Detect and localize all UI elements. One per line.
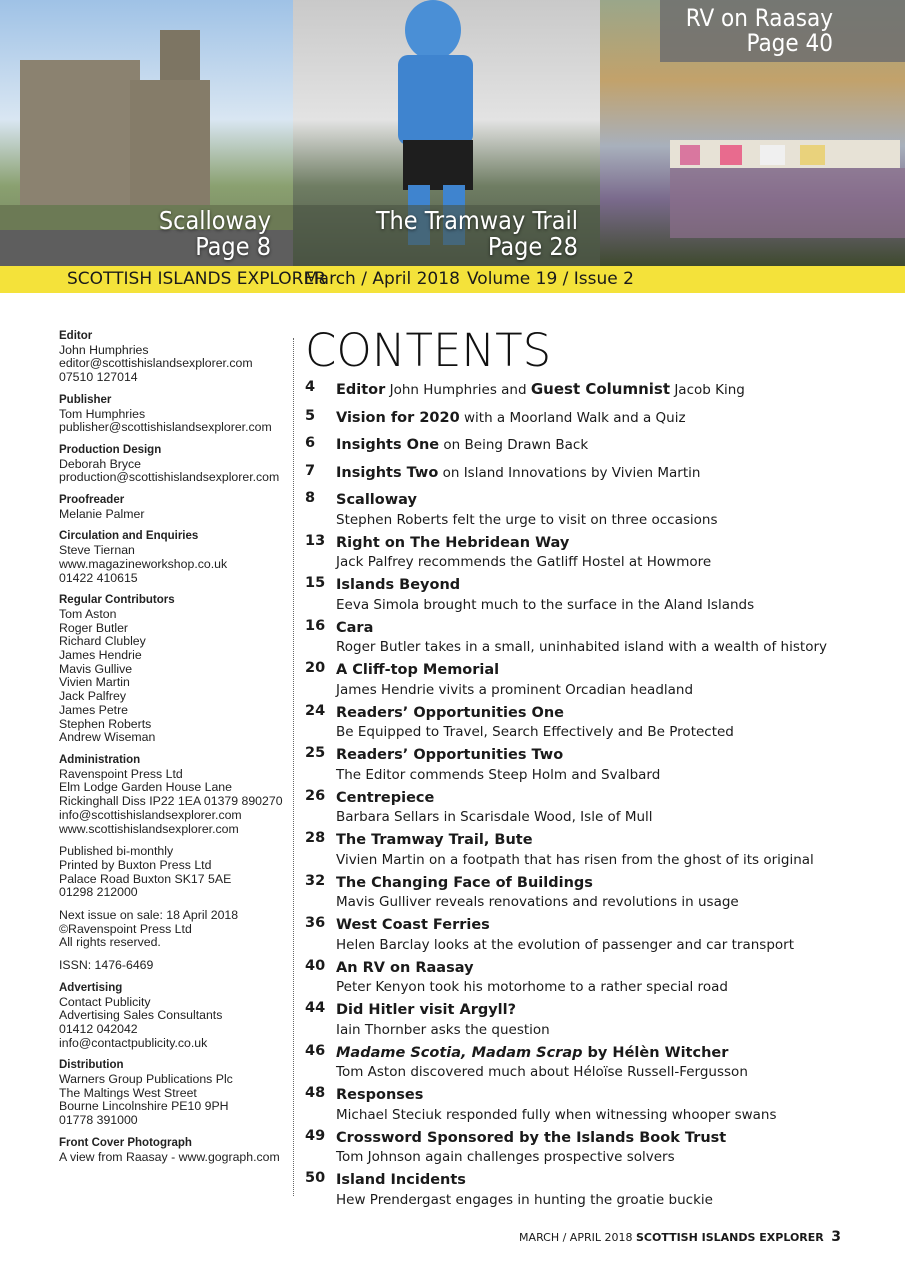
- credit-block: [59, 959, 287, 973]
- toc-title: Crossword Sponsored by the Islands Book Trust: [336, 1129, 727, 1146]
- toc-title-line: [336, 745, 895, 766]
- toc-entry[interactable]: [305, 660, 895, 699]
- photo-caption-scalloway[interactable]: [158, 205, 271, 261]
- credit-line: Palace Road Buxton SK17 5AE: [59, 871, 232, 886]
- credit-block: [59, 330, 287, 385]
- toc-title: Readers’ Opportunities One: [336, 704, 564, 721]
- toc-title-rest: with a Moorland Walk and a Quiz: [459, 409, 686, 426]
- caption-title: The Tramway Trail: [375, 205, 578, 235]
- toc-entry[interactable]: [305, 379, 895, 401]
- toc-title-line: [336, 435, 895, 456]
- toc-description: Tom Johnson again challenges prospective solvers: [336, 1149, 675, 1165]
- page-number: 3: [831, 1229, 841, 1245]
- toc-description: Roger Butler takes in a small, uninhabited island with a wealth of history: [336, 639, 827, 655]
- toc-title: Islands Beyond: [336, 577, 461, 593]
- toc-entry[interactable]: [305, 1128, 895, 1167]
- toc-title: West Coast Ferries: [336, 917, 490, 933]
- toc-page-number: 25: [305, 745, 326, 761]
- toc-entry[interactable]: [305, 1000, 895, 1039]
- toc-page-number: 24: [305, 702, 326, 719]
- credit-heading: Advertising: [59, 981, 123, 994]
- toc-title: Cara: [336, 619, 374, 636]
- credit-block: [59, 594, 287, 745]
- toc-title: Vision for 2020: [336, 409, 460, 426]
- toc-title: Did Hitler visit Argyll?: [336, 1002, 517, 1018]
- toc-title-line: [336, 788, 895, 809]
- toc-page-number: 48: [305, 1085, 326, 1101]
- cover-photo-tramway: [293, 0, 600, 266]
- footer-date: MARCH / APRIL 2018: [519, 1231, 633, 1244]
- credit-line: Bourne Lincolnshire PE10 9PH: [59, 1099, 229, 1114]
- toc-description: Michael Steciuk responded fully when witnessing whooper swans: [336, 1106, 777, 1123]
- toc-title-line: [336, 1085, 895, 1106]
- toc-page-number: 5: [305, 407, 316, 424]
- toc-title-line: [336, 958, 895, 979]
- credit-line: www.scottishislandsexplorer.com: [59, 821, 239, 836]
- credit-line: The Maltings West Street: [59, 1085, 197, 1100]
- toc-page-number: 20: [305, 660, 326, 676]
- toc-title: A Cliff-top Memorial: [336, 662, 500, 678]
- credit-heading: Editor: [59, 330, 93, 342]
- toc-title: Editor: [336, 382, 386, 398]
- toc-title-line: [336, 618, 895, 639]
- toc-description: Peter Kenyon took his motorhome to a rather special road: [336, 979, 728, 995]
- credit-line: Rickinghall Diss IP22 1EA 01379 890270: [59, 794, 283, 809]
- credit-line: Andrew Wiseman: [59, 730, 156, 745]
- toc-description: Iain Thornber asks the question: [336, 1021, 550, 1038]
- toc-title: Insights One: [336, 437, 440, 453]
- footer-magazine: SCOTTISH ISLANDS EXPLORER: [635, 1231, 824, 1244]
- credit-line: Steve Tiernan: [59, 543, 135, 558]
- credit-block: [59, 909, 287, 950]
- toc-title-line: [336, 873, 895, 894]
- toc-title-rest: Jacob King: [670, 382, 745, 398]
- issue-volume: Volume 19 / Issue 2: [467, 269, 634, 289]
- toc-title: An RV on Raasay: [336, 959, 474, 976]
- toc-page-number: 7: [305, 462, 316, 479]
- credit-line: editor@scottishislandsexplorer.com: [59, 356, 253, 371]
- toc-title-line: [336, 533, 895, 554]
- credit-heading: Proofreader: [59, 494, 125, 507]
- credit-heading: Front Cover Photograph: [59, 1136, 192, 1149]
- toc-entry[interactable]: [305, 490, 895, 529]
- credit-line: Advertising Sales Consultants: [59, 1008, 223, 1023]
- toc-title: Insights Two: [336, 464, 439, 481]
- credit-line: publisher@scottishislandsexplorer.com: [59, 420, 272, 435]
- toc-title-line: [336, 379, 895, 401]
- credit-line: 07510 127014: [59, 370, 138, 385]
- toc-title: Madame Scotia, Madam Scrap: [336, 1044, 583, 1061]
- credit-block: [59, 444, 287, 485]
- cover-photo-raasay: [600, 0, 905, 266]
- toc-entry[interactable]: [305, 915, 895, 954]
- toc-title-line: [336, 703, 895, 724]
- credit-line: Melanie Palmer: [59, 506, 145, 521]
- table-of-contents: [305, 379, 895, 1213]
- page-title: CONTENTS: [305, 324, 552, 377]
- toc-description: Tom Aston discovered much about Héloïse Russell-Fergusson: [336, 1064, 748, 1080]
- toc-page-number: 8: [305, 490, 316, 506]
- toc-title: Right on The Hebridean Way: [336, 534, 570, 551]
- credit-heading: Circulation and Enquiries: [59, 530, 199, 543]
- caption-page: Page 28: [487, 231, 578, 261]
- toc-title-line: [336, 915, 895, 936]
- credit-block: [59, 394, 287, 435]
- toc-title-line: [336, 490, 895, 511]
- toc-page-number: 4: [305, 379, 316, 395]
- toc-description: Helen Barclay looks at the evolution of passenger and car transport: [336, 936, 794, 953]
- credit-line: www.magazineworkshop.co.uk: [59, 556, 228, 571]
- toc-page-number: 36: [305, 915, 326, 931]
- credit-line: Next issue on sale: 18 April 2018: [59, 908, 239, 923]
- toc-description: James Hendrie vivits a prominent Orcadian headland: [336, 681, 694, 698]
- toc-description: Barbara Sellars in Scarisdale Wood, Isle of Mull: [336, 809, 653, 825]
- credit-line: Deborah Bryce: [59, 456, 142, 471]
- toc-entry[interactable]: [305, 745, 895, 784]
- masthead-band: [0, 266, 905, 293]
- credit-heading: Administration: [59, 753, 141, 766]
- toc-entry[interactable]: [305, 618, 895, 657]
- cover-photo-scalloway: [0, 0, 293, 266]
- toc-description: Jack Palfrey recommends the Gatliff Hostel at Howmore: [336, 554, 712, 570]
- credit-block: [59, 530, 287, 585]
- issue-date: March / April 2018: [304, 269, 460, 289]
- caption-page: Page 8: [195, 231, 271, 261]
- toc-description: Vivien Martin on a footpath that has risen from the ghost of its original: [336, 851, 814, 868]
- credit-line: Published bi-monthly: [59, 844, 174, 859]
- credit-block: [59, 754, 287, 836]
- credit-line: Mavis Gullive: [59, 661, 133, 676]
- toc-title: Scalloway: [336, 492, 417, 508]
- credit-line: Tom Humphries: [59, 406, 146, 421]
- credit-line: A view from Raasay - www.gograph.com: [59, 1149, 280, 1164]
- toc-page-number: 32: [305, 872, 326, 889]
- toc-title: Island Incidents: [336, 1172, 466, 1188]
- page-footer: [519, 1229, 841, 1245]
- credit-line: 01298 212000: [59, 885, 138, 900]
- toc-title-rest: on Island Innovations by Vivien Martin: [438, 464, 701, 481]
- credit-line: Roger Butler: [59, 620, 129, 635]
- caption-page: Page 40: [746, 29, 833, 58]
- toc-page-number: 50: [305, 1170, 326, 1186]
- toc-page-number: 6: [305, 435, 316, 451]
- credit-line: Warners Group Publications Plc: [59, 1072, 233, 1087]
- toc-entry[interactable]: [305, 533, 895, 572]
- toc-entry[interactable]: [305, 703, 895, 742]
- caption-title: Scalloway: [158, 205, 271, 235]
- credit-line: 01778 391000: [59, 1113, 138, 1128]
- toc-title-secondary: Guest Columnist: [530, 380, 671, 398]
- toc-title-line: [336, 830, 895, 851]
- toc-entry[interactable]: [305, 788, 895, 827]
- column-divider: [293, 338, 294, 1196]
- toc-title-rest: by Hélèn Witcher: [582, 1044, 729, 1061]
- credit-line: Jack Palfrey: [59, 689, 126, 704]
- toc-page-number: 44: [305, 1000, 326, 1016]
- toc-title-line: [336, 1043, 895, 1064]
- credit-line: Contact Publicity: [59, 994, 151, 1009]
- credit-line: All rights reserved.: [59, 935, 161, 950]
- toc-entry[interactable]: [305, 435, 895, 456]
- credit-line: Ravenspoint Press Ltd: [59, 766, 183, 781]
- toc-entry[interactable]: [305, 408, 895, 429]
- toc-title: Responses: [336, 1087, 424, 1103]
- toc-title: Readers’ Opportunities Two: [336, 747, 564, 763]
- masthead-credits: [59, 330, 287, 1173]
- credit-line: Elm Lodge Garden House Lane: [59, 780, 232, 795]
- credit-line: John Humphries: [59, 342, 149, 357]
- toc-page-number: 49: [305, 1127, 326, 1144]
- toc-title-line: [336, 660, 895, 681]
- credit-line: ISSN: 1476-6469: [59, 958, 154, 973]
- credit-block: [59, 494, 287, 521]
- toc-description: Eeva Simola brought much to the surface in the Aland Islands: [336, 596, 755, 613]
- toc-title: Centrepiece: [336, 789, 435, 806]
- toc-entry[interactable]: [305, 1085, 895, 1124]
- toc-page-number: 16: [305, 617, 326, 634]
- credit-line: production@scottishislandsexplorer.com: [59, 470, 280, 485]
- toc-page-number: 46: [305, 1042, 326, 1059]
- toc-page-number: 28: [305, 830, 326, 846]
- credit-line: Tom Aston: [59, 606, 117, 621]
- credit-heading: Production Design: [59, 443, 162, 456]
- toc-title-rest: John Humphries and: [385, 382, 531, 398]
- toc-title-line: [336, 1000, 895, 1021]
- toc-description: Mavis Gulliver reveals renovations and revolutions in usage: [336, 894, 739, 910]
- toc-description: Stephen Roberts felt the urge to visit on three occasions: [336, 511, 718, 528]
- toc-entry[interactable]: [305, 1170, 895, 1209]
- credit-line: info@scottishislandsexplorer.com: [59, 807, 242, 822]
- caption-title: RV on Raasay: [685, 4, 833, 32]
- credit-line: 01412 042042: [59, 1021, 138, 1036]
- toc-description: Be Equipped to Travel, Search Effectively and Be Protected: [336, 724, 734, 740]
- toc-page-number: 15: [305, 575, 326, 591]
- toc-entry[interactable]: [305, 463, 895, 484]
- toc-entry[interactable]: [305, 873, 895, 912]
- credit-line: Richard Clubley: [59, 634, 146, 649]
- credit-line: Stephen Roberts: [59, 716, 152, 731]
- photo-caption-raasay[interactable]: [686, 6, 833, 56]
- credit-line: info@contactpublicity.co.uk: [59, 1035, 208, 1050]
- credit-heading: Distribution: [59, 1059, 124, 1072]
- credit-line: Printed by Buxton Press Ltd: [59, 857, 212, 872]
- credit-line: James Petre: [59, 702, 129, 717]
- photo-caption-tramway[interactable]: [375, 205, 578, 261]
- credit-heading: Regular Contributors: [59, 594, 175, 607]
- toc-page-number: 13: [305, 532, 326, 549]
- credit-block: [59, 982, 287, 1051]
- credit-block: [59, 845, 287, 900]
- toc-title-line: [336, 408, 895, 429]
- credit-line: Vivien Martin: [59, 675, 130, 690]
- toc-title-line: [336, 575, 895, 596]
- credit-line: 01422 410615: [59, 570, 138, 585]
- toc-entry[interactable]: [305, 1043, 895, 1082]
- toc-title-line: [336, 1170, 895, 1191]
- toc-entry[interactable]: [305, 575, 895, 614]
- toc-description: The Editor commends Steep Holm and Svalbard: [336, 766, 661, 783]
- toc-entry[interactable]: [305, 958, 895, 997]
- toc-description: Hew Prendergast engages in hunting the groatie buckie: [336, 1191, 713, 1208]
- credit-line: ©Ravenspoint Press Ltd: [59, 921, 192, 936]
- credit-heading: Publisher: [59, 393, 112, 406]
- credit-block: [59, 1137, 287, 1164]
- toc-title: The Changing Face of Buildings: [336, 874, 593, 891]
- toc-title-rest: on Being Drawn Back: [439, 437, 589, 453]
- toc-title-line: [336, 1128, 895, 1149]
- toc-title: The Tramway Trail, Bute: [336, 832, 533, 848]
- toc-page-number: 26: [305, 787, 326, 804]
- credit-block: [59, 1059, 287, 1128]
- toc-page-number: 40: [305, 957, 326, 974]
- credit-line: James Hendrie: [59, 648, 142, 663]
- toc-title-line: [336, 463, 895, 484]
- toc-entry[interactable]: [305, 830, 895, 869]
- magazine-name: SCOTTISH ISLANDS EXPLORER: [67, 269, 327, 289]
